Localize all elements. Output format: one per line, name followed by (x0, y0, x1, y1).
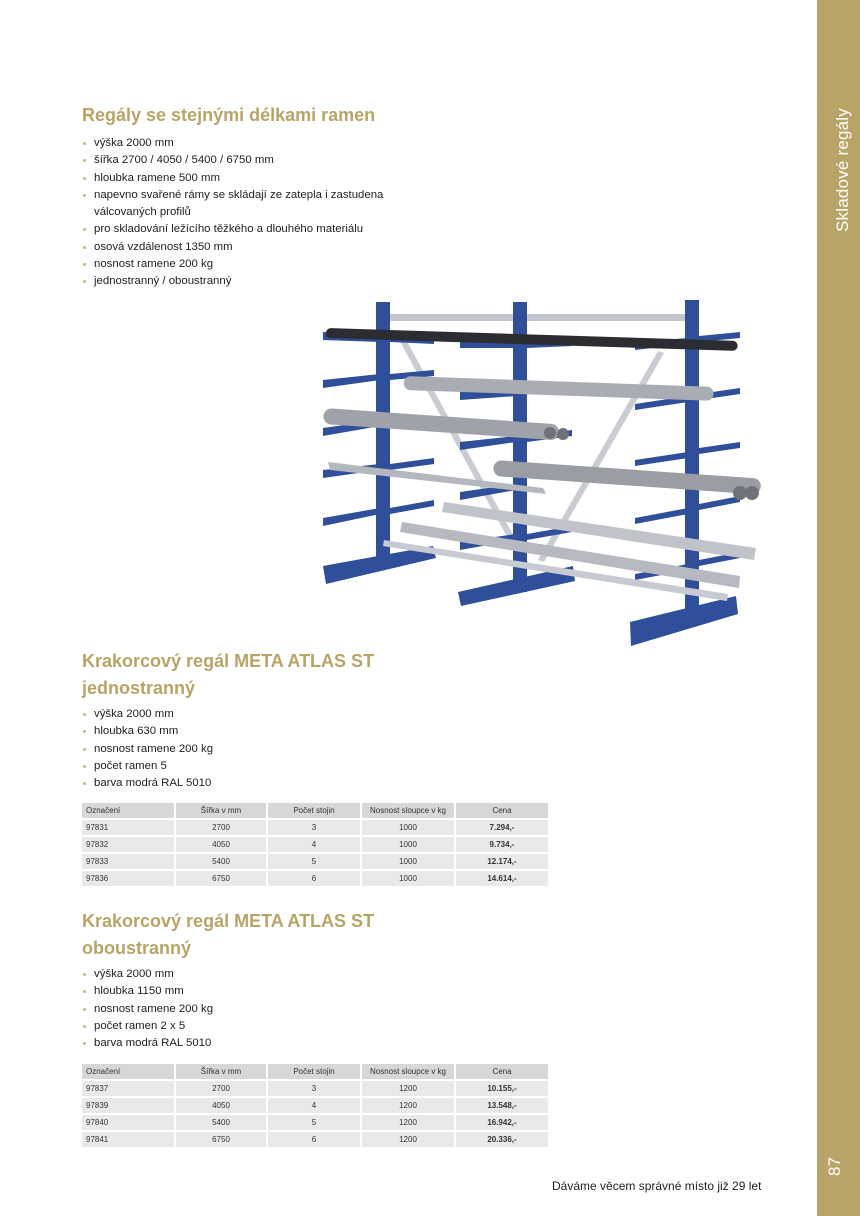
cell-uprights: 5 (268, 854, 360, 869)
cell-price: 14.614,- (456, 871, 548, 886)
footer-slogan: Dáváme věcem správné místo již 29 let (552, 1179, 762, 1193)
column-header: Šířka v mm (176, 1064, 266, 1079)
feature-list (82, 135, 402, 291)
section-single-sided (82, 648, 562, 792)
cell-uprights: 6 (268, 871, 360, 886)
cell-price: 20.336,- (456, 1132, 548, 1147)
cell-code: 97833 (82, 854, 174, 869)
cell-price: 13.548,- (456, 1098, 548, 1113)
cell-code: 97832 (82, 837, 174, 852)
cell-capacity: 1200 (362, 1098, 454, 1113)
list-item: jednostranný / oboustranný (82, 273, 402, 290)
list-item: hloubka 630 mm (82, 723, 562, 740)
list-item: nosnost ramene 200 kg (82, 256, 402, 273)
table-header-row (82, 803, 548, 818)
cell-capacity: 1000 (362, 854, 454, 869)
page-number: 87 (825, 1157, 844, 1176)
cell-uprights: 3 (268, 1081, 360, 1096)
column-header: Šířka v mm (176, 803, 266, 818)
list-item: nosnost ramene 200 kg (82, 1001, 562, 1018)
list-item: výška 2000 mm (82, 966, 562, 983)
cell-code: 97837 (82, 1081, 174, 1096)
cell-code: 97839 (82, 1098, 174, 1113)
list-item: barva modrá RAL 5010 (82, 1035, 562, 1052)
cell-code: 97841 (82, 1132, 174, 1147)
heading-line: oboustranný (82, 938, 192, 958)
price-table-single-sided (80, 801, 550, 888)
cell-width: 5400 (176, 1115, 266, 1130)
section-heading (82, 648, 562, 702)
list-item: hloubka ramene 500 mm (82, 170, 402, 187)
cell-width: 6750 (176, 871, 266, 886)
cell-code: 97836 (82, 871, 174, 886)
list-item: barva modrá RAL 5010 (82, 775, 562, 792)
section-equal-arms (82, 102, 562, 291)
feature-list (82, 706, 562, 792)
table-row (82, 854, 548, 869)
table-row (82, 1081, 548, 1096)
cell-capacity: 1200 (362, 1115, 454, 1130)
cell-code: 97840 (82, 1115, 174, 1130)
table-row (82, 837, 548, 852)
cell-width: 2700 (176, 1081, 266, 1096)
cell-width: 4050 (176, 837, 266, 852)
cell-uprights: 4 (268, 837, 360, 852)
column-header: Označení (82, 1064, 174, 1079)
heading-line: Krakorcový regál META ATLAS ST (82, 911, 375, 931)
list-item: pro skladování ležícího těžkého a dlouhého materiálu (82, 221, 402, 238)
cell-capacity: 1200 (362, 1132, 454, 1147)
cell-uprights: 4 (268, 1098, 360, 1113)
cell-capacity: 1000 (362, 820, 454, 835)
list-item: počet ramen 2 x 5 (82, 1018, 562, 1035)
chapter-title: Skladové regály (833, 108, 852, 232)
heading-line: jednostranný (82, 678, 196, 698)
column-header: Počet stojin (268, 1064, 360, 1079)
cell-capacity: 1200 (362, 1081, 454, 1096)
section-double-sided (82, 908, 562, 1052)
cell-capacity: 1000 (362, 837, 454, 852)
list-item: nosnost ramene 200 kg (82, 741, 562, 758)
heading-line: Krakorcový regál META ATLAS ST (82, 651, 375, 671)
section-heading (82, 908, 562, 962)
column-header: Nosnost sloupce v kg (362, 803, 454, 818)
cell-width: 6750 (176, 1132, 266, 1147)
list-item: osová vzdálenost 1350 mm (82, 239, 402, 256)
cell-uprights: 6 (268, 1132, 360, 1147)
column-header: Označení (82, 803, 174, 818)
cell-price: 10.155,- (456, 1081, 548, 1096)
column-header: Cena (456, 1064, 548, 1079)
section-heading: Regály se stejnými délkami ramen (82, 105, 376, 125)
list-item: výška 2000 mm (82, 706, 562, 723)
list-item: šířka 2700 / 4050 / 5400 / 6750 mm (82, 152, 402, 169)
list-item: výška 2000 mm (82, 135, 402, 152)
cell-uprights: 5 (268, 1115, 360, 1130)
cell-capacity: 1000 (362, 871, 454, 886)
cell-width: 4050 (176, 1098, 266, 1113)
table-row (82, 820, 548, 835)
feature-list (82, 966, 562, 1052)
table-row (82, 871, 548, 886)
table-row (82, 1098, 548, 1113)
column-header: Počet stojin (268, 803, 360, 818)
cell-width: 5400 (176, 854, 266, 869)
cell-width: 2700 (176, 820, 266, 835)
cell-price: 7.294,- (456, 820, 548, 835)
product-image-cantilever-rack (318, 296, 768, 650)
cell-code: 97831 (82, 820, 174, 835)
cell-price: 16.942,- (456, 1115, 548, 1130)
column-header: Nosnost sloupce v kg (362, 1064, 454, 1079)
cell-price: 9.734,- (456, 837, 548, 852)
column-header: Cena (456, 803, 548, 818)
list-item: hloubka 1150 mm (82, 983, 562, 1000)
table-row (82, 1132, 548, 1147)
table-row (82, 1115, 548, 1130)
price-table-double-sided (80, 1062, 550, 1149)
list-item: počet ramen 5 (82, 758, 562, 775)
table-header-row (82, 1064, 548, 1079)
cell-price: 12.174,- (456, 854, 548, 869)
cell-uprights: 3 (268, 820, 360, 835)
list-item: napevno svařené rámy se skládají ze zatepla i zastudena válcovaných profilů (82, 187, 402, 222)
